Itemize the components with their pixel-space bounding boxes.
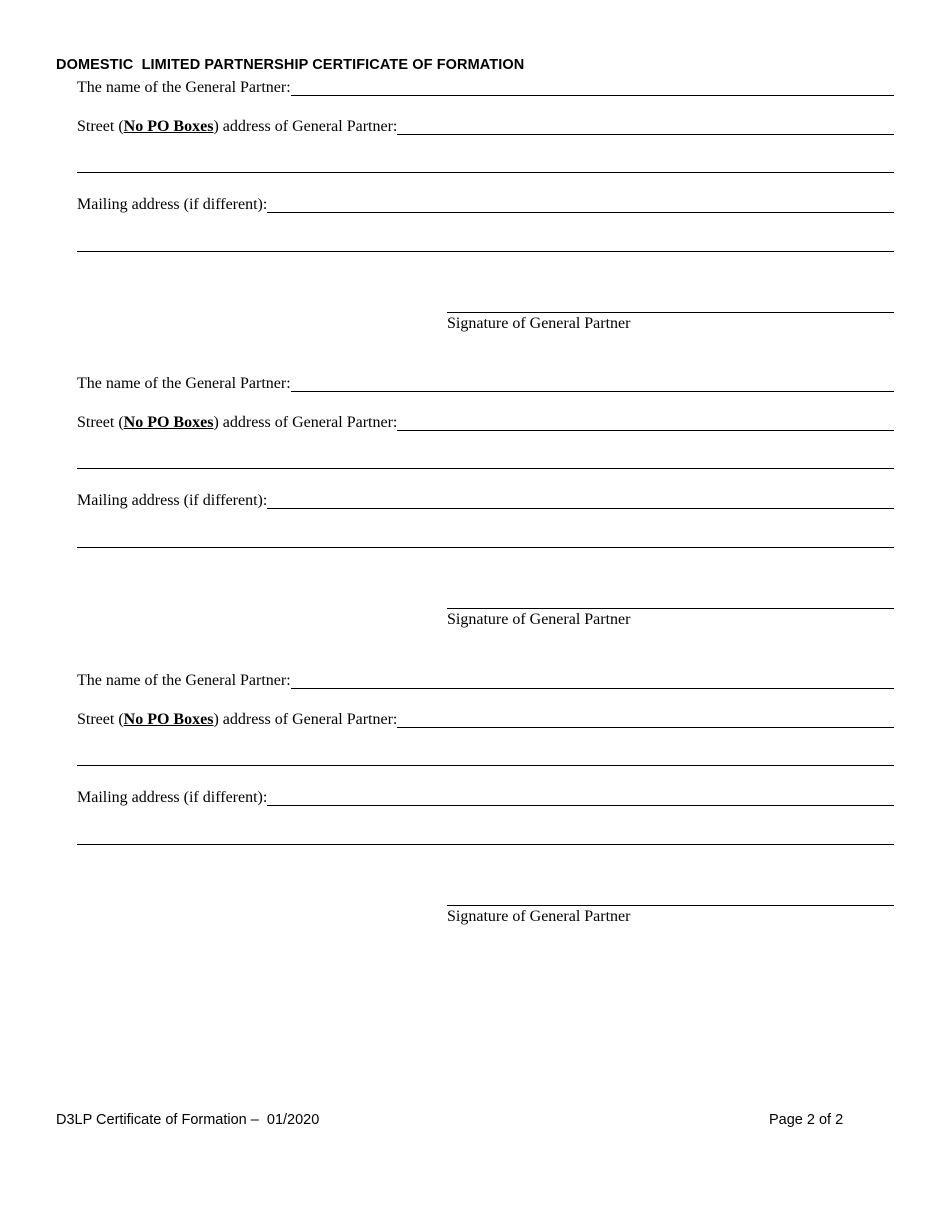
street-address-label: Street (No PO Boxes) address of General Partner: [77, 118, 398, 135]
street-address-line-2[interactable] [77, 468, 894, 469]
street-address-field[interactable] [77, 116, 894, 136]
general-partner-name-line[interactable] [291, 688, 894, 689]
signature-label: Signature of General Partner [447, 315, 631, 332]
general-partner-name-label: The name of the General Partner: [77, 672, 291, 689]
mailing-address-line-2[interactable] [77, 844, 894, 845]
signature-line[interactable] [447, 608, 894, 609]
no-po-boxes-emphasis: No PO Boxes [123, 711, 214, 728]
general-partner-name-line[interactable] [291, 391, 894, 392]
street-address-field[interactable] [77, 412, 894, 432]
general-partner-name-field[interactable] [77, 373, 894, 393]
general-partner-block-3 [77, 670, 894, 940]
document-title: DOMESTIC LIMITED PARTNERSHIP CERTIFICATE OF FORMATION [56, 57, 525, 73]
no-po-boxes-emphasis: No PO Boxes [123, 118, 214, 135]
signature-line[interactable] [447, 905, 894, 906]
street-address-field[interactable] [77, 709, 894, 729]
street-address-label: Street (No PO Boxes) address of General Partner: [77, 414, 398, 431]
street-address-line[interactable] [397, 134, 894, 135]
mailing-address-field[interactable] [77, 194, 894, 214]
general-partner-block-2 [77, 373, 894, 643]
general-partner-name-field[interactable] [77, 77, 894, 97]
mailing-address-line-2[interactable] [77, 547, 894, 548]
signature-line[interactable] [447, 312, 894, 313]
mailing-address-label: Mailing address (if different): [77, 492, 268, 509]
street-address-line-2[interactable] [77, 172, 894, 173]
mailing-address-line[interactable] [267, 805, 894, 806]
mailing-address-line-2[interactable] [77, 251, 894, 252]
mailing-address-field[interactable] [77, 787, 894, 807]
street-address-line[interactable] [397, 430, 894, 431]
signature-label: Signature of General Partner [447, 611, 631, 628]
street-address-label: Street (No PO Boxes) address of General Partner: [77, 711, 398, 728]
signature-label: Signature of General Partner [447, 908, 631, 925]
mailing-address-label: Mailing address (if different): [77, 196, 268, 213]
footer-form-id: D3LP Certificate of Formation – 01/2020 [56, 1112, 320, 1128]
general-partner-name-label: The name of the General Partner: [77, 375, 291, 392]
mailing-address-label: Mailing address (if different): [77, 789, 268, 806]
general-partner-block-1 [77, 77, 894, 347]
street-address-line-2[interactable] [77, 765, 894, 766]
street-address-line[interactable] [397, 727, 894, 728]
mailing-address-line[interactable] [267, 212, 894, 213]
general-partner-name-line[interactable] [291, 95, 894, 96]
footer-page-number: Page 2 of 2 [769, 1112, 844, 1128]
general-partner-name-label: The name of the General Partner: [77, 79, 291, 96]
general-partner-name-field[interactable] [77, 670, 894, 690]
mailing-address-line[interactable] [267, 508, 894, 509]
no-po-boxes-emphasis: No PO Boxes [123, 414, 214, 431]
mailing-address-field[interactable] [77, 490, 894, 510]
